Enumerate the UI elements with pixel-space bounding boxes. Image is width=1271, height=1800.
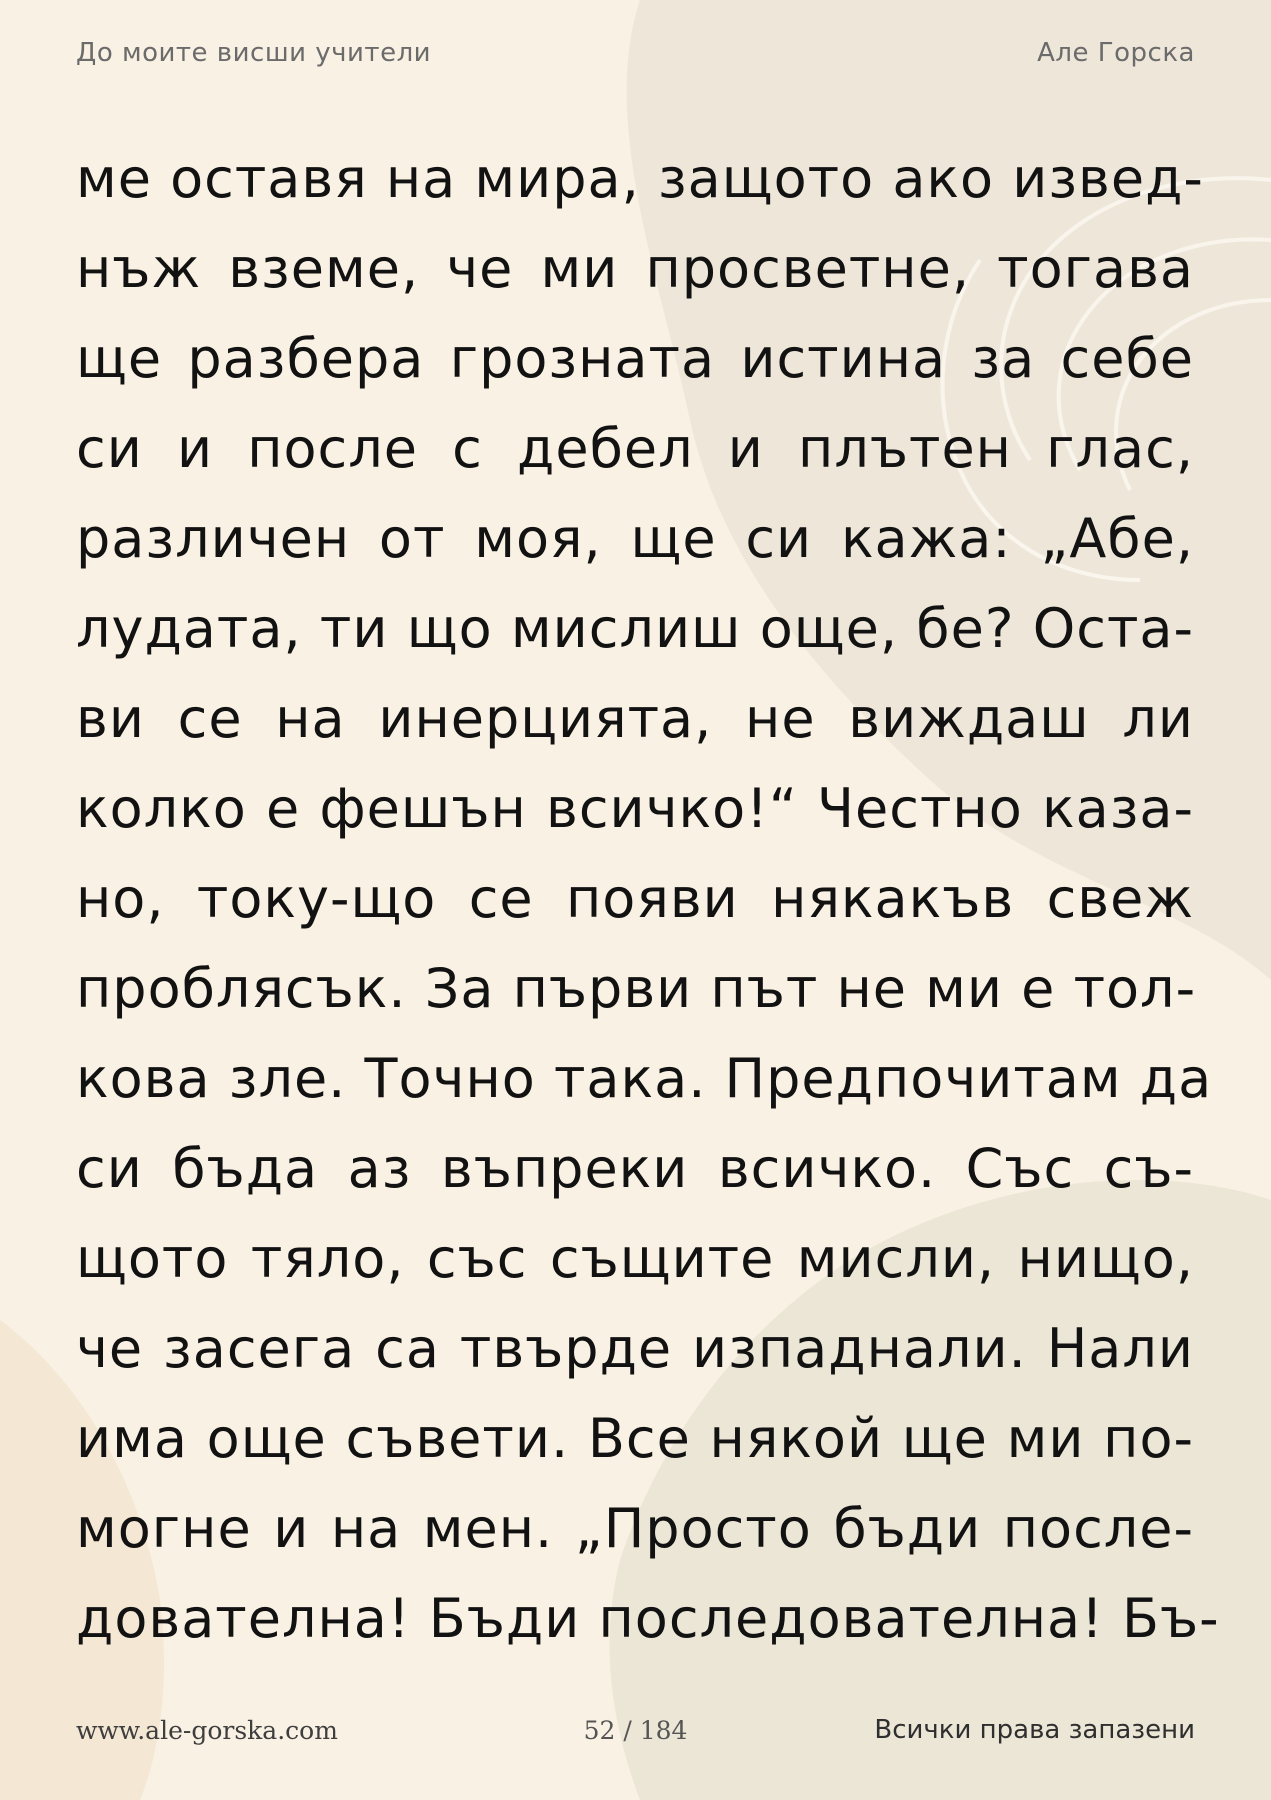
text-line: могне и на мен. „Просто бъди после- (76, 1497, 1194, 1560)
text-line: лудата, ти що мислиш още, бе? Оста- (76, 597, 1194, 660)
website-link[interactable]: www.ale-gorska.com (76, 1715, 338, 1745)
text-line: проблясък. За първи път не ми е тол- (76, 957, 1197, 1020)
text-line: си и после с дебел и плътен глас, (76, 417, 1194, 480)
copyright-notice: Всички права запазени (874, 1715, 1195, 1745)
body-text (76, 134, 1220, 1664)
text-line: кова зле. Точно така. Предпочитам да (76, 1047, 1213, 1110)
page-header (76, 36, 1195, 70)
page-footer (76, 1712, 1195, 1748)
text-line: че засега са твърде изпаднали. Нали (76, 1317, 1194, 1380)
text-line: ме оставя на мира, защото ако извед- (76, 147, 1204, 210)
text-line: различен от моя, ще си кажа: „Абе, (76, 507, 1194, 570)
author-name: Але Горска (1037, 38, 1195, 68)
text-line: има още съвети. Все някой ще ми по- (76, 1407, 1194, 1470)
text-line: нъж вземе, че ми просветне, тогава (76, 237, 1194, 300)
text-line: но, току-що се появи някакъв свеж (76, 867, 1194, 930)
text-line: си бъда аз въпреки всичко. Със съ- (76, 1137, 1194, 1200)
text-line: щото тяло, със същите мисли, нищо, (76, 1227, 1194, 1290)
text-line: дователна! Бъди последователна! Бъ- (76, 1587, 1220, 1650)
text-line: колко е фешън всичко!“ Честно каза- (76, 777, 1194, 840)
book-title: До моите висши учители (76, 38, 432, 68)
page-number: 52 / 184 (583, 1715, 688, 1745)
text-line: ще разбера грозната истина за себе (76, 327, 1194, 390)
text-line: ви се на инерцията, не виждаш ли (76, 687, 1194, 750)
